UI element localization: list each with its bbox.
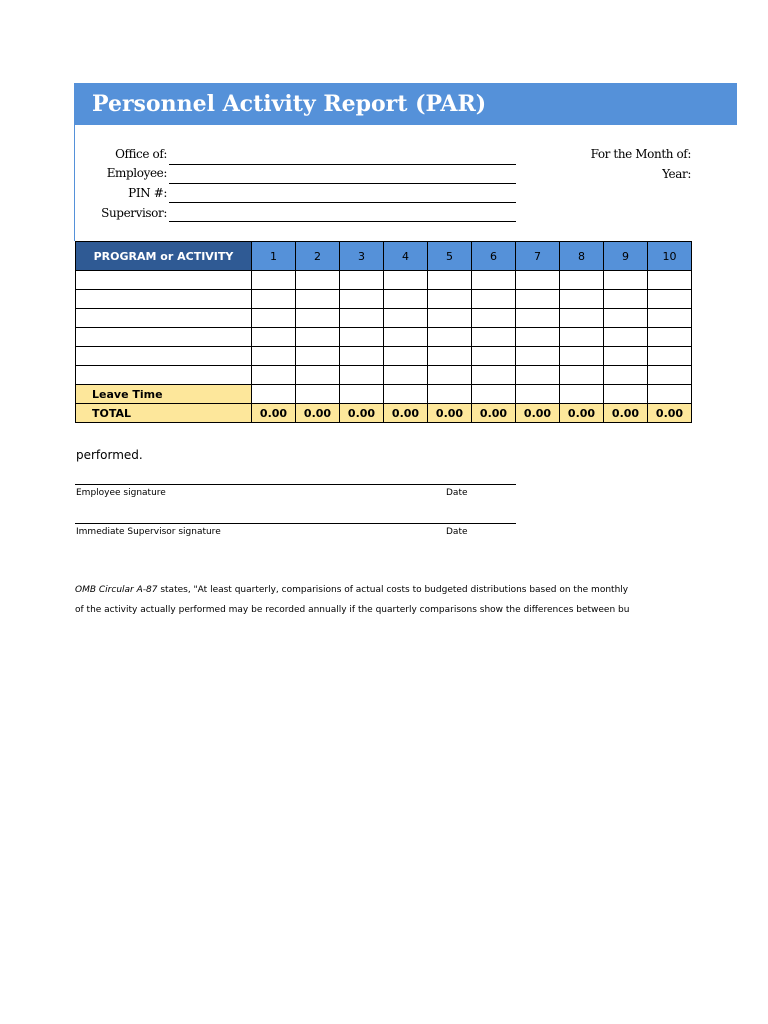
leave-hours-cell-10[interactable] [648,385,692,404]
activity-hours-cell-8[interactable] [560,328,604,347]
activity-hours-cell-9[interactable] [604,309,648,328]
activity-hours-cell-2[interactable] [296,290,340,309]
leave-hours-cell-1[interactable] [252,385,296,404]
activity-hours-cell-1[interactable] [252,290,296,309]
activity-hours-cell-9[interactable] [604,290,648,309]
omb-note-text-1: states, "At least quarterly, comparisions of actual costs to budgeted distributions based on the monthly [157,585,629,595]
activity-hours-cell-7[interactable] [516,309,560,328]
leave-time-row [76,385,692,404]
employee-signature-label: Employee signature [76,488,166,498]
pin-field[interactable] [169,202,516,203]
total-value-1: 0.00 [252,404,296,423]
activity-hours-cell-2[interactable] [296,328,340,347]
activity-hours-cell-10[interactable] [648,290,692,309]
table-row [76,328,692,347]
table-row [76,366,692,385]
activity-hours-cell-3[interactable] [340,347,384,366]
activity-hours-cell-7[interactable] [516,271,560,290]
employee-date-label: Date [446,488,468,498]
activity-hours-cell-1[interactable] [252,328,296,347]
leave-time-label: Leave Time [76,385,252,404]
total-row [76,404,692,423]
activity-hours-cell-8[interactable] [560,366,604,385]
table-header-row [76,242,692,271]
activity-hours-cell-6[interactable] [472,309,516,328]
activity-hours-cell-9[interactable] [604,328,648,347]
activity-hours-cell-6[interactable] [472,328,516,347]
column-header-6: 6 [472,242,516,271]
activity-hours-cell-10[interactable] [648,347,692,366]
certification-statement: performed. [76,448,143,462]
table-row [76,271,692,290]
table-row [76,309,692,328]
activity-hours-cell-2[interactable] [296,309,340,328]
activity-hours-cell-6[interactable] [472,290,516,309]
supervisor-signature-line[interactable] [75,523,516,524]
leave-hours-cell-6[interactable] [472,385,516,404]
activity-hours-cell-5[interactable] [428,309,472,328]
employee-field[interactable] [169,183,516,184]
activity-table [75,241,692,423]
activity-name-cell[interactable] [76,347,252,366]
activity-hours-cell-1[interactable] [252,347,296,366]
activity-hours-cell-5[interactable] [428,347,472,366]
activity-hours-cell-6[interactable] [472,271,516,290]
activity-hours-cell-9[interactable] [604,347,648,366]
column-header-9: 9 [604,242,648,271]
omb-citation: OMB Circular A-87 [75,585,158,595]
activity-hours-cell-7[interactable] [516,290,560,309]
total-value-8: 0.00 [560,404,604,423]
total-value-3: 0.00 [340,404,384,423]
activity-name-cell[interactable] [76,271,252,290]
activity-hours-cell-8[interactable] [560,271,604,290]
activity-hours-cell-2[interactable] [296,271,340,290]
table-row [76,290,692,309]
supervisor-date-label: Date [446,527,468,537]
activity-hours-cell-4[interactable] [384,347,428,366]
activity-hours-cell-1[interactable] [252,309,296,328]
office-label: Office of: [115,147,167,161]
column-header-1: 1 [252,242,296,271]
activity-hours-cell-3[interactable] [340,309,384,328]
activity-hours-cell-6[interactable] [472,366,516,385]
total-value-5: 0.00 [428,404,472,423]
page-title: Personnel Activity Report (PAR) [74,83,737,125]
activity-hours-cell-7[interactable] [516,366,560,385]
activity-hours-cell-4[interactable] [384,366,428,385]
leave-hours-cell-2[interactable] [296,385,340,404]
supervisor-field[interactable] [169,221,516,222]
activity-hours-cell-1[interactable] [252,366,296,385]
column-header-10: 10 [648,242,692,271]
activity-hours-cell-10[interactable] [648,366,692,385]
column-header-5: 5 [428,242,472,271]
activity-hours-cell-5[interactable] [428,328,472,347]
activity-name-cell[interactable] [76,309,252,328]
leave-hours-cell-8[interactable] [560,385,604,404]
leave-hours-cell-9[interactable] [604,385,648,404]
activity-hours-cell-10[interactable] [648,328,692,347]
omb-note-line-1 [75,580,693,600]
omb-note-line-2: of the activity actually performed may be recorded annually if the quarterly comparisons show the differences between bu [75,605,630,615]
header-accent-rule [74,125,75,241]
activity-hours-cell-2[interactable] [296,347,340,366]
activity-hours-cell-8[interactable] [560,290,604,309]
activity-hours-cell-10[interactable] [648,271,692,290]
employee-label: Employee: [106,166,167,180]
total-value-9: 0.00 [604,404,648,423]
activity-hours-cell-7[interactable] [516,328,560,347]
activity-hours-cell-4[interactable] [384,309,428,328]
activity-hours-cell-4[interactable] [384,328,428,347]
activity-hours-cell-8[interactable] [560,309,604,328]
activity-hours-cell-10[interactable] [648,309,692,328]
activity-hours-cell-3[interactable] [340,328,384,347]
activity-hours-cell-6[interactable] [472,347,516,366]
leave-hours-cell-3[interactable] [340,385,384,404]
office-field[interactable] [169,164,516,165]
activity-name-cell[interactable] [76,366,252,385]
pin-label: PIN #: [128,186,167,200]
activity-hours-cell-2[interactable] [296,366,340,385]
activity-hours-cell-5[interactable] [428,290,472,309]
total-value-4: 0.00 [384,404,428,423]
column-header-2: 2 [296,242,340,271]
activity-hours-cell-3[interactable] [340,271,384,290]
omb-note [75,580,693,620]
total-value-6: 0.00 [472,404,516,423]
month-label: For the Month of: [590,147,691,161]
total-value-7: 0.00 [516,404,560,423]
column-header-7: 7 [516,242,560,271]
column-header-4: 4 [384,242,428,271]
program-activity-header: PROGRAM or ACTIVITY [76,242,252,271]
supervisor-signature-label: Immediate Supervisor signature [76,527,221,537]
activity-hours-cell-5[interactable] [428,366,472,385]
activity-hours-cell-4[interactable] [384,290,428,309]
activity-hours-cell-9[interactable] [604,366,648,385]
activity-name-cell[interactable] [76,328,252,347]
activity-hours-cell-8[interactable] [560,347,604,366]
activity-hours-cell-9[interactable] [604,271,648,290]
activity-hours-cell-5[interactable] [428,271,472,290]
supervisor-label: Supervisor: [101,206,167,220]
total-value-2: 0.00 [296,404,340,423]
leave-hours-cell-5[interactable] [428,385,472,404]
table-row [76,347,692,366]
activity-hours-cell-3[interactable] [340,366,384,385]
employee-signature-line[interactable] [75,484,516,485]
activity-hours-cell-1[interactable] [252,271,296,290]
column-header-8: 8 [560,242,604,271]
activity-hours-cell-3[interactable] [340,290,384,309]
activity-hours-cell-4[interactable] [384,271,428,290]
column-header-3: 3 [340,242,384,271]
leave-hours-cell-4[interactable] [384,385,428,404]
total-value-10: 0.00 [648,404,692,423]
leave-hours-cell-7[interactable] [516,385,560,404]
year-label: Year: [662,167,691,181]
activity-hours-cell-7[interactable] [516,347,560,366]
total-label: TOTAL [76,404,252,423]
activity-name-cell[interactable] [76,290,252,309]
